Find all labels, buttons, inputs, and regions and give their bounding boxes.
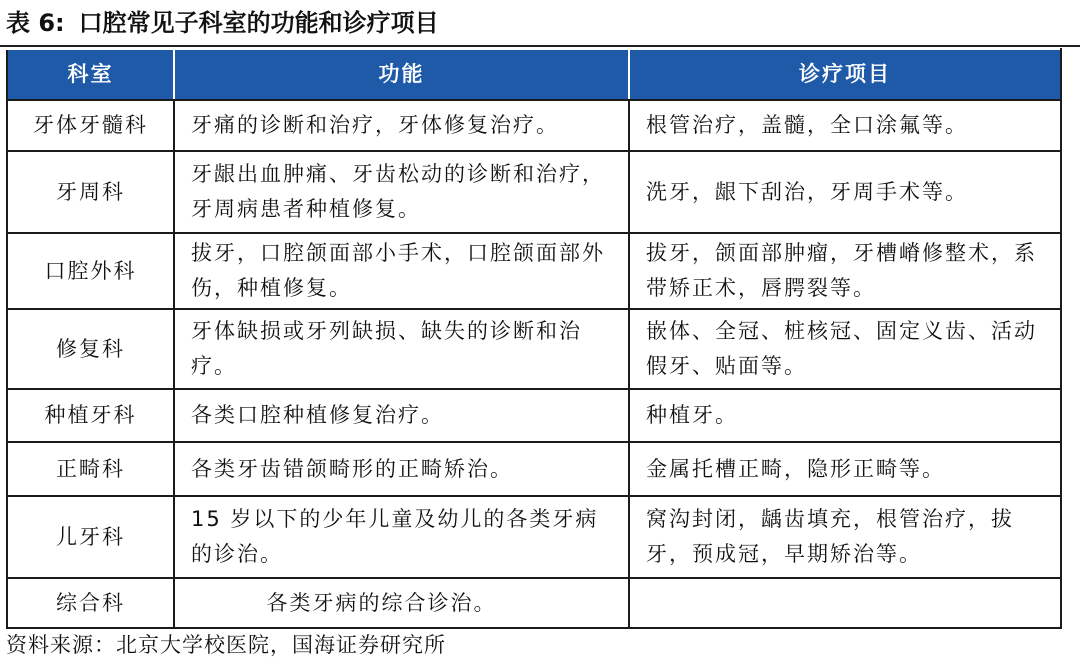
department-cell: 修复科 <box>7 309 174 389</box>
projects-cell: 金属托槽正畸，隐形正畸等。 <box>629 442 1061 496</box>
function-cell: 各类口腔种植修复治疗。 <box>174 389 629 442</box>
header-function: 功能 <box>174 49 629 100</box>
header-projects: 诊疗项目 <box>629 49 1061 100</box>
table-row <box>7 151 1061 233</box>
department-table <box>6 48 1062 629</box>
projects-cell: 嵌体、全冠、桩核冠、固定义齿、活动假牙、贴面等。 <box>629 309 1061 389</box>
table-row <box>7 100 1061 151</box>
function-cell: 牙体缺损或牙列缺损、缺失的诊断和治疗。 <box>174 309 629 389</box>
table-row <box>7 233 1061 309</box>
department-cell: 综合科 <box>7 578 174 628</box>
projects-cell: 洗牙，龈下刮治，牙周手术等。 <box>629 151 1061 233</box>
function-cell: 牙龈出血肿痛、牙齿松动的诊断和治疗，牙周病患者种植修复。 <box>174 151 629 233</box>
table-title <box>6 6 439 40</box>
function-cell: 牙痛的诊断和治疗，牙体修复治疗。 <box>174 100 629 151</box>
title-divider <box>0 45 1080 47</box>
table-header-row <box>7 49 1061 100</box>
table-row <box>7 578 1061 628</box>
table-row <box>7 442 1061 496</box>
projects-cell: 拔牙，颌面部肿瘤，牙槽嵴修整术，系带矫正术，唇腭裂等。 <box>629 233 1061 309</box>
table-row <box>7 309 1061 389</box>
department-cell: 种植牙科 <box>7 389 174 442</box>
table-row <box>7 496 1061 578</box>
table-number-label: 表 6: <box>6 9 65 37</box>
table-row <box>7 389 1061 442</box>
function-cell: 各类牙齿错颌畸形的正畸矫治。 <box>174 442 629 496</box>
header-department: 科室 <box>7 49 174 100</box>
projects-cell: 种植牙。 <box>629 389 1061 442</box>
function-cell: 各类牙病的综合诊治。 <box>174 578 629 628</box>
department-cell: 口腔外科 <box>7 233 174 309</box>
source-note: 资料来源：北京大学校医院，国海证券研究所 <box>6 633 446 657</box>
projects-cell <box>629 578 1061 628</box>
department-cell: 儿牙科 <box>7 496 174 578</box>
department-cell: 牙周科 <box>7 151 174 233</box>
projects-cell: 窝沟封闭，龋齿填充，根管治疗，拔牙，预成冠，早期矫治等。 <box>629 496 1061 578</box>
department-cell: 牙体牙髓科 <box>7 100 174 151</box>
department-cell: 正畸科 <box>7 442 174 496</box>
projects-cell: 根管治疗，盖髓，全口涂氟等。 <box>629 100 1061 151</box>
table-title-text: 口腔常见子科室的功能和诊疗项目 <box>78 9 439 37</box>
function-cell: 15 岁以下的少年儿童及幼儿的各类牙病的诊治。 <box>174 496 629 578</box>
function-cell: 拔牙，口腔颌面部小手术，口腔颌面部外伤，种植修复。 <box>174 233 629 309</box>
